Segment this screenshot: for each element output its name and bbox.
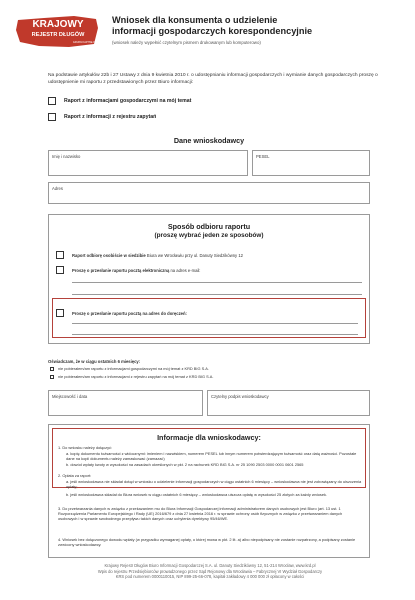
delivery-heading: Sposób odbioru raportu	[167, 222, 251, 231]
address-field-label: Adres	[52, 186, 63, 191]
postal-address-line-2[interactable]	[72, 334, 358, 335]
logo-line3: GRUPA KAPITAŁOWA	[72, 41, 100, 44]
address-field[interactable]	[48, 182, 370, 204]
signature-label: Czytelny podpis wnioskodawcy	[211, 394, 269, 399]
delivery-subheading: (proszę wybrać jeden ze sposobów)	[154, 232, 264, 239]
info-point-2: 2. Opłata za raport:	[58, 473, 92, 478]
email-delivery-checkbox[interactable]	[56, 266, 64, 274]
info-point-2a: a. jeśli wnioskodawca nie składał dotąd w wniosku o udzielenie informacji gospodarczych w ciągu ostatnich 6 miesięcy – wnioskodawca nie jest zobowiązany do uiszczenia opłaty;	[66, 479, 362, 490]
info-point-2b: b. jeśli wnioskodawca składał do Biura wniosek w ciągu ostatnich 6 miesięcy – wnioskodawca uiszcza opłatę w wysokości 25 złotych za każdy wniosek.	[66, 492, 328, 497]
pesel-field[interactable]	[252, 150, 370, 176]
declaration-title: Oświadczam, że w ciągu ostatnich 6 miesięcy:	[48, 359, 141, 364]
postal-delivery-highlight	[52, 298, 366, 338]
pickup-in-person-checkbox[interactable]	[56, 251, 64, 259]
declaration-1-label: nie pobierałem/am raportu z informacjami gospodarczymi na mój temat z KRD BIG S.A.	[58, 366, 209, 371]
email-input-line[interactable]	[72, 282, 362, 283]
pickup-in-person-label: Raport odbiorę osobiście w siedzibie Biura we Wrocławiu przy ul. Danuty Siedzikówny 12	[72, 253, 243, 258]
footer-line-1: Krajowy Rejestr Długów Biuro Informacji Gospodarczej S.A. ul. Danuty Siedzikówny 12, 51-214 Wrocław, www.krd.pl	[104, 563, 316, 568]
report-option-2-label: Raport z informacji z rejestru zapytań	[64, 114, 157, 120]
postal-delivery-checkbox[interactable]	[56, 309, 64, 317]
declaration-2-label: nie pobierałem/am raportu z informacjami z rejestru zapytań na mój temat z KRD BIG S.A.	[58, 374, 214, 379]
report-option-2-checkbox[interactable]	[48, 113, 56, 121]
footer-line-3: KRS pod numerem 0000110015, NIP 899-25-66-078, kapitał zakładowy 4 000 000 zł opłacony w całości	[115, 574, 305, 580]
info-point-1: 1. Do wniosku należy dołączyć:	[58, 445, 113, 450]
title-line-2: informacji gospodarczych korespondencyjnie	[112, 26, 313, 36]
info-point-4: 4. Wniosek bez dołączonego dowodu wpłaty (w przypadku wymaganej opłaty, o której mowa w pkt. 2 lit. a) albo niepodpisany nie zostanie rozpatrzony, a podpisany zostanie zwrócony wnioskodawcy.	[58, 537, 356, 548]
page-title	[112, 15, 397, 37]
name-field[interactable]	[48, 150, 248, 176]
postal-address-line-1[interactable]	[72, 323, 358, 324]
intro-text: Na podstawie artykułów 22b i 27 Ustawy z dnia 9 kwietnia 2010 r. o udostępnianiu informacji gospodarczych i wymianie danych gospodarczych proszę o udostępnienie mi raportu z przedstawionych przez Biuro informacji:	[48, 73, 378, 85]
email-input-line-2[interactable]	[72, 294, 362, 295]
footer	[50, 563, 370, 580]
info-point-3: 3. Do przetwarzania danych w związku z przekazaniem mu do Biura Informacji Gospodarczej informacji administratorem danych osobowych jest Biuro (art. 13 ust. 1 Rozporządzenia Parlamentu Europejskiego i Rady (UE) 2016/679 z dnia 27 kwietnia 2016 r. w sprawie ochrony osób fizycznych w związku z przetwarzaniem danych osobowych i w sprawie swobodnego przepływu takich danych oraz uchylenia dyrektywy 95/46/WE.	[58, 506, 343, 522]
report-option-1-checkbox[interactable]	[48, 97, 56, 105]
info-heading: Informacje dla wnioskodawcy:	[157, 433, 261, 442]
name-field-label: Imię i nazwisko	[52, 154, 81, 159]
postal-delivery-label: Proszę o przesłanie raportu pocztą na adres do doręczeń:	[72, 311, 187, 316]
place-date-field[interactable]	[48, 390, 203, 416]
pesel-field-label: PESEL	[256, 154, 270, 159]
footer-line-2: Wpis do rejestru Przedsiębiorców prowadzonego przez Sąd Rejonowy dla Wrocławia – Fabrycznej VI Wydział Gospodarczy	[97, 568, 323, 574]
signature-field[interactable]	[207, 390, 370, 416]
email-delivery-label: Proszę o przesłanie raportu pocztą elektroniczną na adres e-mail:	[72, 268, 201, 273]
place-date-label: Miejscowość i data	[52, 394, 88, 399]
page-subtitle: (wniosek należy wypełnić czytelnym pismem drukowanym lub komputerowo)	[112, 40, 261, 45]
logo-line1: KRAJOWY	[32, 19, 84, 30]
title-line-1: Wniosek dla konsumenta o udzielenie	[112, 15, 278, 25]
declaration-2-checkbox[interactable]	[50, 375, 54, 379]
krd-logo	[14, 14, 102, 50]
applicant-heading: Dane wnioskodawcy	[173, 136, 245, 145]
report-option-1-label: Raport z informacjami gospodarczymi na mój temat	[64, 98, 192, 104]
info-point-1a: a. kopię dokumentu tożsamości z widocznymi: imieniem i nazwiskiem, numerem PESEL lub innym numerem potwierdzającym tożsamość oraz datą ważności. Pozostałe dane na kopii dokumentu należy zamaskować (zamazać)	[66, 451, 357, 462]
info-point-1b: b. dowód wpłaty kwoty w wysokości na zasadach określonych w pkt. 2 na rachunek KRD BIG S.A. nr 25 1090 2503 0000 0001 0601 2565	[66, 462, 304, 467]
logo-line2: REJESTR DŁUGÓW	[31, 32, 85, 38]
declaration-1-checkbox[interactable]	[50, 367, 54, 371]
